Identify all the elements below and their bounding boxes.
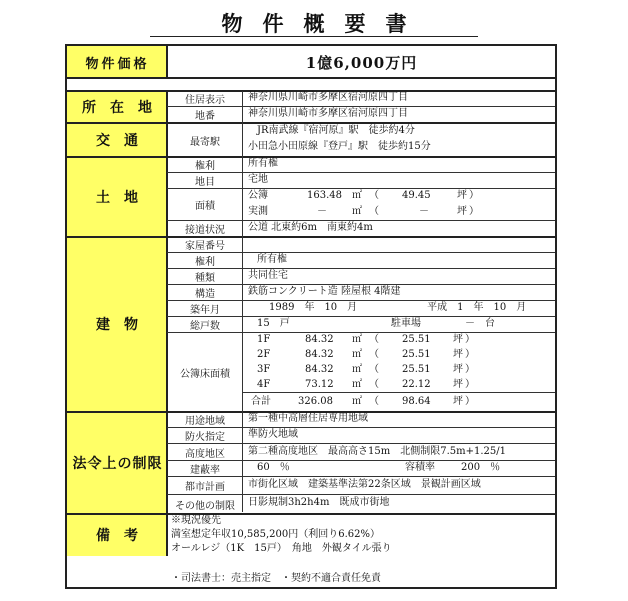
floor-row-tsubo-unit: 坪: [453, 379, 463, 390]
coverage-ratio-label: 建蔽率: [190, 465, 220, 476]
floor-total-tsubo-unit: 坪: [453, 396, 463, 407]
floor-row-sqm: 84.32: [305, 334, 334, 345]
road-access-value: 公道 北東約6m 南東約4m: [248, 222, 373, 233]
building-rights-value: 所有権: [257, 254, 287, 265]
floor-row-tsubo: 25.51: [402, 349, 431, 360]
property-summary-table: [65, 44, 557, 589]
paren-close: ）: [465, 379, 475, 390]
floor-row-floor: 3F: [257, 364, 271, 375]
building-label: 建物: [96, 317, 152, 333]
floor-row-sqm: 84.32: [305, 364, 334, 375]
land-survey-kind: 実測: [248, 206, 268, 217]
land-survey-tsubo: －: [419, 206, 429, 217]
structure-label: 構造: [195, 289, 215, 300]
height-district-value: 第二種高度地区 最高高さ15m 北側制限7.5m+1.25/1: [248, 446, 506, 457]
station-line-1: JR南武線『宿河原』駅 徒歩約4分: [257, 125, 415, 136]
address-display-value: 神奈川県川崎市多摩区宿河原四丁目: [248, 92, 408, 103]
fire-zone-value: 準防火地域: [248, 429, 298, 440]
floor-row-tsubo: 25.51: [402, 364, 431, 375]
floor-row-sqm-unit: ㎡: [352, 349, 362, 360]
paren-open: （: [369, 379, 379, 390]
remarks-line: オールレジ（1K 15戸） 角地 外観タイル張り: [171, 543, 392, 554]
remarks-label: 備考: [96, 528, 152, 544]
floor-row-sqm-unit: ㎡: [352, 379, 362, 390]
price-label: 物件価格: [85, 56, 150, 72]
lot-number-label: 地番: [195, 111, 215, 122]
paren-open: （: [369, 349, 379, 360]
paren-close: ）: [465, 349, 475, 360]
other-restrictions-label: その他の制限: [175, 500, 235, 512]
parking-label: 駐車場: [391, 318, 421, 329]
floor-row-tsubo-unit: 坪: [453, 364, 463, 375]
floor-row-tsubo-unit: 坪: [453, 334, 463, 345]
paren-open: （: [369, 364, 379, 375]
floor-row-floor: 1F: [257, 334, 271, 345]
floor-total-tsubo: 98.64: [402, 396, 431, 407]
rule: [166, 46, 168, 78]
rule: [67, 77, 555, 79]
floor-row-tsubo: 22.12: [402, 379, 431, 390]
road-access-label: 接道状況: [185, 225, 225, 236]
land-survey-tsubo-unit: 坪: [457, 206, 467, 217]
floor-row-sqm-unit: ㎡: [352, 364, 362, 375]
floor-total-label: 合計: [251, 396, 271, 407]
price-value: 1億6,000万円: [305, 53, 418, 72]
regulations-label: 法令上の制限: [72, 455, 163, 472]
built-date-label: 築年月: [190, 305, 220, 316]
land-category-label: 地目: [195, 177, 215, 188]
remarks-line: ※現況優先: [171, 515, 221, 526]
remarks-footer: ・司法書士：売主指定 ・契約不適合責任免責: [171, 573, 381, 584]
floor-row-tsubo-unit: 坪: [453, 349, 463, 360]
land-rights-value: 所有権: [248, 158, 278, 169]
building-rights-label: 権利: [195, 257, 215, 268]
paren-close: ）: [465, 364, 475, 375]
floor-area-ratio-label: 容積率: [405, 462, 435, 473]
land-area-sqm-unit: ㎡: [352, 190, 362, 201]
paren-close: ）: [465, 334, 475, 345]
page-title: 物件概要書: [221, 11, 427, 36]
title-underline: [150, 36, 478, 37]
total-units-value: 15 戸: [257, 318, 290, 329]
lot-number-value: 神奈川県川崎市多摩区宿河原四丁目: [248, 108, 408, 119]
floor-row-floor: 2F: [257, 349, 271, 360]
paren-close: ）: [465, 396, 475, 407]
floor-row-sqm: 84.32: [305, 349, 334, 360]
floor-area-ratio-value: 200 ％: [461, 462, 501, 473]
land-survey-sqm: －: [317, 206, 327, 217]
transport-label: 交通: [96, 133, 152, 149]
house-number-label: 家屋番号: [185, 241, 225, 252]
paren-close: ）: [469, 206, 479, 217]
nearest-station-label: 最寄駅: [190, 136, 220, 148]
built-date-value: 1989 年 10 月 平成 1 年 10 月: [269, 302, 527, 313]
floor-area-label: 公簿床面積: [180, 368, 230, 380]
land-survey-sqm-unit: ㎡: [352, 206, 362, 217]
height-district-label: 高度地区: [185, 448, 225, 460]
land-area-label: 面積: [195, 201, 215, 212]
other-restrictions-value: 日影規制3h2h4m 既成市街地: [248, 497, 390, 508]
land-area-sqm: 163.48: [307, 190, 342, 201]
structure-value: 鉄筋コンクリート造 陸屋根 4階建: [248, 286, 401, 297]
floor-row-floor: 4F: [257, 379, 271, 390]
floor-row-tsubo: 25.51: [402, 334, 431, 345]
land-label: 土地: [96, 189, 152, 206]
paren-close: ）: [469, 190, 479, 201]
floor-row-sqm: 73.12: [305, 379, 334, 390]
parking-value: － 台: [465, 318, 495, 329]
urban-planning-value: 市街化区域 建築基準法第22条区域 景観計画区域: [248, 479, 481, 490]
land-category-value: 宅地: [248, 174, 268, 185]
urban-planning-label: 都市計画: [185, 482, 225, 493]
address-display-label: 住居表示: [185, 95, 225, 106]
floor-row-sqm-unit: ㎡: [352, 334, 362, 345]
building-type-label: 種類: [195, 273, 215, 284]
land-rights-label: 権利: [195, 161, 215, 172]
floor-total-sqm-unit: ㎡: [352, 396, 362, 407]
building-type-value: 共同住宅: [248, 270, 288, 281]
paren-open: （: [369, 206, 379, 217]
zoning-label: 用途地域: [185, 416, 225, 427]
rule: [243, 392, 555, 393]
land-area-kind: 公簿: [248, 190, 268, 201]
land-area-tsubo-unit: 坪: [457, 190, 467, 201]
location-label: 所在地: [82, 99, 166, 116]
station-line-2: 小田急小田原線『登戸』駅 徒歩約15分: [248, 141, 431, 152]
floor-total-sqm: 326.08: [298, 396, 333, 407]
remarks-line: 満室想定年収10,585,200円（利回り6.62%）: [171, 529, 381, 540]
total-units-label: 総戸数: [190, 321, 220, 332]
fire-zone-label: 防火指定: [185, 432, 225, 443]
land-area-tsubo: 49.45: [402, 190, 431, 201]
zoning-value: 第一種中高層住居専用地域: [248, 413, 368, 424]
paren-open: （: [369, 396, 379, 407]
paren-open: （: [369, 334, 379, 345]
paren-open: （: [369, 190, 379, 201]
coverage-ratio-value: 60 ％: [257, 462, 290, 473]
